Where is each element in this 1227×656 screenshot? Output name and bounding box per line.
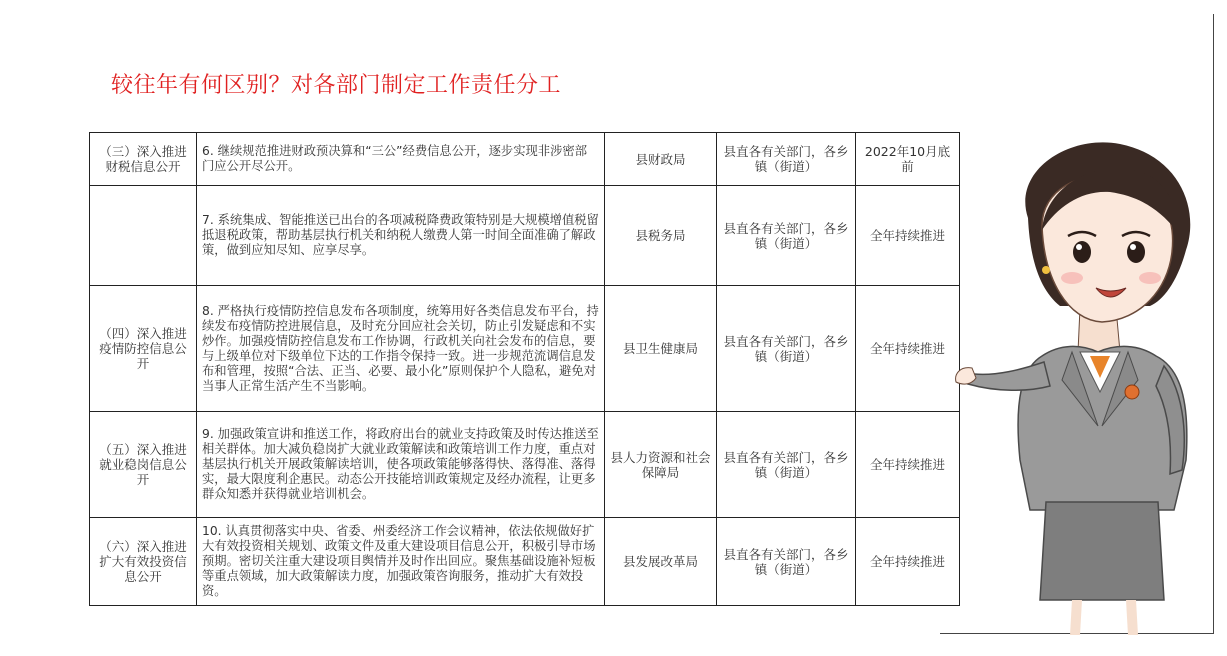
responsible-unit-cell: 县直各有关部门，各乡镇（街道） [717, 186, 856, 286]
category-cell: （三）深入推进财税信息公开 [90, 133, 197, 186]
responsibility-table [89, 132, 960, 606]
lead-unit-cell: 县卫生健康局 [605, 286, 717, 412]
category-cell [90, 186, 197, 286]
lead-unit-cell: 县税务局 [605, 186, 717, 286]
responsible-unit-cell: 县直各有关部门，各乡镇（街道） [717, 286, 856, 412]
deadline-cell: 全年持续推进 [856, 286, 960, 412]
table-row [90, 133, 960, 186]
presenter-illustration [950, 130, 1212, 635]
lead-unit-cell: 县财政局 [605, 133, 717, 186]
table-row [90, 518, 960, 606]
table-row [90, 286, 960, 412]
slide-title: 较往年有何区别？对各部门制定工作责任分工 [111, 73, 562, 98]
lead-unit-cell: 县发展改革局 [605, 518, 717, 606]
task-content-cell: 6. 继续规范推进财政预决算和“三公”经费信息公开，逐步实现非涉密部门应公开尽公开。 [197, 133, 605, 186]
frame-border-right [1213, 14, 1214, 634]
task-content-cell: 9. 加强政策宣讲和推送工作，将政府出台的就业支持政策及时传达推送至相关群体。加大减负稳岗扩大就业政策解读和政策培训工作力度，重点对基层执行机关开展政策解读培训，使各项政策能够落得快、落得准、落得实，最大限度利企惠民。动态公开技能培训政策规定及经办流程，让更多群众知悉并获得就业培训机会。 [197, 412, 605, 518]
category-cell: （四）深入推进疫情防控信息公开 [90, 286, 197, 412]
task-content-cell: 10. 认真贯彻落实中央、省委、州委经济工作会议精神，依法依规做好扩大有效投资相关规划、政策文件及重大建设项目信息公开，积极引导市场预期。密切关注重大建设项目舆情并及时作出回应。聚焦基础设施补短板等重点领域，加大政策解读力度，加强政策咨询服务，推动扩大有效投资。 [197, 518, 605, 606]
task-content-cell: 7. 系统集成、智能推送已出台的各项减税降费政策特别是大规模增值税留抵退税政策，帮助基层执行机关和纳税人缴费人第一时间全面准确了解政策，做到应知尽知、应享尽享。 [197, 186, 605, 286]
table-row [90, 186, 960, 286]
responsible-unit-cell: 县直各有关部门，各乡镇（街道） [717, 133, 856, 186]
deadline-cell: 全年持续推进 [856, 518, 960, 606]
table-row [90, 412, 960, 518]
deadline-cell: 2022年10月底前 [856, 133, 960, 186]
category-cell: （五）深入推进就业稳岗信息公开 [90, 412, 197, 518]
deadline-cell: 全年持续推进 [856, 412, 960, 518]
responsible-unit-cell: 县直各有关部门，各乡镇（街道） [717, 412, 856, 518]
responsible-unit-cell: 县直各有关部门，各乡镇（街道） [717, 518, 856, 606]
task-content-cell: 8. 严格执行疫情防控信息发布各项制度，统筹用好各类信息发布平台，持续发布疫情防控进展信息，及时充分回应社会关切，防止引发疑虑和不实炒作。加强疫情防控信息发布工作协调，行政机关向社会发布的信息，要与上级单位对下级单位下达的工作指令保持一致。进一步规范流调信息发布和管理，按照“合法、正当、必要、最小化”原则保护个人隐私，避免对当事人正常生活产生不当影响。 [197, 286, 605, 412]
lead-unit-cell: 县人力资源和社会保障局 [605, 412, 717, 518]
category-cell: （六）深入推进扩大有效投资信息公开 [90, 518, 197, 606]
deadline-cell: 全年持续推进 [856, 186, 960, 286]
